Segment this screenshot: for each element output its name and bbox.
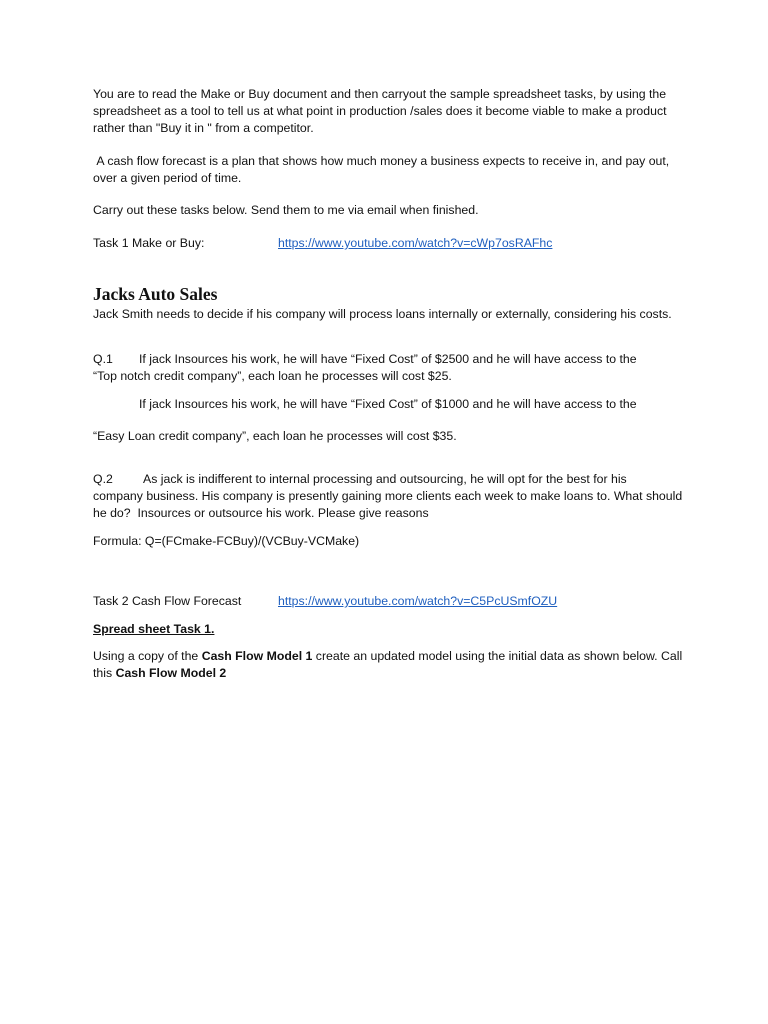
task2-label: Task 2 Cash Flow Forecast [93, 594, 242, 608]
task1-label: Task 1 Make or Buy: [93, 236, 205, 250]
spreadsheet-text-d: Cash Flow Model 2 [115, 666, 227, 680]
intro-paragraph-1: You are to read the Make or Buy document and then carryout the sample spreadsheet tasks, by using the spreadsheet as a tool to tell us at what point in production /sales does it become viable to make a product rather than "Buy it in " from a competitor. [93, 87, 670, 135]
q1-line-1: If jack Insources his work, he will have “Fixed Cost” of $2500 and he will have access to the [139, 352, 637, 366]
section-title: Jacks Auto Sales [93, 284, 218, 304]
task1-link[interactable]: https://www.youtube.com/watch?v=cWp7osRAFhc [278, 236, 553, 250]
q1-line-4: “Easy Loan credit company”, each loan he processes will cost $35. [93, 429, 457, 443]
q1-line-2: “Top notch credit company”, each loan he processes will cost $25. [93, 369, 452, 383]
intro-paragraph-2: A cash flow forecast is a plan that shows how much money a business expects to receive in, and pay out, over a given period of time. [93, 154, 673, 185]
spreadsheet-text-b: Cash Flow Model 1 [201, 649, 313, 663]
spreadsheet-task-title: Spread sheet Task 1. [93, 622, 215, 636]
q2-line-1: As jack is indifferent to internal processing and outsourcing, he will opt for the best for his [143, 472, 627, 486]
q2-rest: company business. His company is presently gaining more clients each week to make loans to. What should he do? Insources or outsource his work. Please give reasons [93, 489, 686, 520]
intro-paragraph-3: Carry out these tasks below. Send them to me via email when finished. [93, 203, 479, 217]
q2-number: Q.2 [93, 472, 113, 486]
spreadsheet-text-a: Using a copy of the [93, 649, 202, 663]
spreadsheet-task-text [93, 648, 686, 682]
formula: Formula: Q=(FCmake-FCBuy)/(VCBuy-VCMake) [93, 534, 360, 548]
section-intro: Jack Smith needs to decide if his company will process loans internally or externally, considering his costs. [93, 307, 672, 321]
q1-line-3: If jack Insources his work, he will have “Fixed Cost” of $1000 and he will have access to the [139, 397, 637, 411]
spreadsheet-text-c: create an updated model using the initial data as shown below. Call this [93, 649, 686, 680]
q1-number: Q.1 [93, 352, 113, 366]
task2-link[interactable]: https://www.youtube.com/watch?v=C5PcUSmfOZU [278, 594, 558, 608]
